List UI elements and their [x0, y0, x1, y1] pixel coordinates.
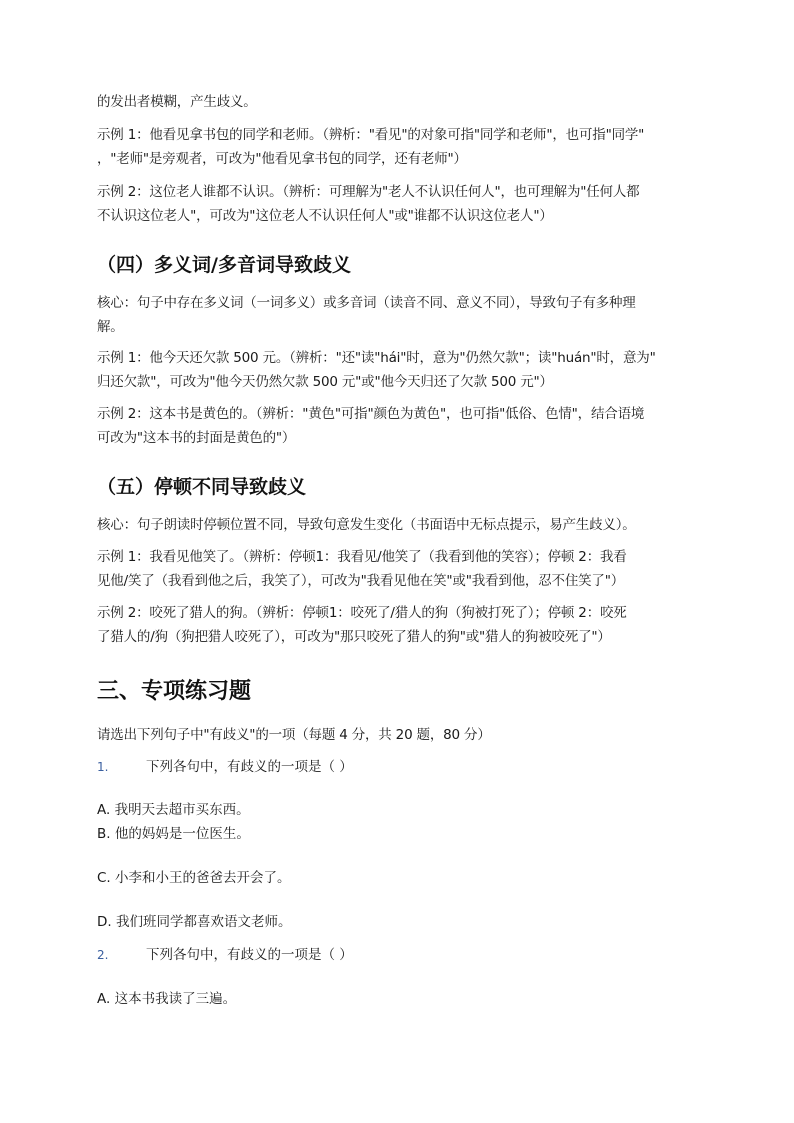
section-4-example-1-line-1: 示例 1：他今天还欠款 500 元。（辨析："还"读"hái"时，意为"仍然欠款"；读"huán"时，意为"	[97, 350, 656, 366]
section-4-heading: （四）多义词/多音词导致歧义	[97, 254, 351, 276]
question-1-option-b: B. 他的妈妈是一位医生。	[97, 826, 250, 842]
question-2-text: 下列各句中，有歧义的一项是（ ）	[146, 947, 353, 963]
section-5-core-line-1: 核心：句子朗读时停顿位置不同，导致句意发生变化（书面语中无标点提示，易产生歧义）。	[97, 517, 636, 533]
section-5-example-1-line-2: 见他/笑了（我看到他之后，我笑了），可改为"我看见他在笑"或"我看到他，忍不住笑了"）	[97, 573, 625, 589]
practice-heading: 三、专项练习题	[97, 679, 252, 704]
intro-line: 的发出者模糊，产生歧义。	[97, 94, 257, 110]
question-2-number: 2.	[97, 948, 109, 962]
section-4-example-2-line-1: 示例 2：这本书是黄色的。（辨析："黄色"可指"颜色为黄色"，也可指"低俗、色情"，结合语境	[97, 406, 645, 422]
section-5-example-1-line-1: 示例 1：我看见他笑了。（辨析：停顿1：我看见/他笑了（我看到他的笑容）；停顿 2：我看	[97, 549, 627, 565]
question-1-option-c: C. 小李和小王的爸爸去开会了。	[97, 870, 291, 886]
section-5-example-2-line-2: 了猎人的/狗（狗把猎人咬死了），可改为"那只咬死了猎人的狗"或"猎人的狗被咬死了"）	[97, 629, 611, 645]
section-4-example-1-line-2: 归还欠款"，可改为"他今天仍然欠款 500 元"或"他今天归还了欠款 500 元"）	[97, 374, 553, 390]
question-1-number: 1.	[97, 760, 109, 774]
example-1-line-2: ，"老师"是旁观者，可改为"他看见拿书包的同学，还有老师"）	[97, 151, 467, 167]
section-5-heading: （五）停顿不同导致歧义	[97, 476, 307, 498]
example-2-line-2: 不认识这位老人"，可改为"这位老人不认识任何人"或"谁都不认识这位老人"）	[97, 208, 553, 224]
question-1-text: 下列各句中，有歧义的一项是（ ）	[146, 759, 353, 775]
section-5-example-2-line-1: 示例 2：咬死了猎人的狗。（辨析：停顿1：咬死了/猎人的狗（狗被打死了）；停顿 2：咬死	[97, 605, 627, 621]
section-4-example-2-line-2: 可改为"这本书的封面是黄色的"）	[97, 430, 296, 446]
section-4-core-line-1: 核心：句子中存在多义词（一词多义）或多音词（读音不同、意义不同），导致句子有多种理	[97, 295, 636, 311]
practice-instruction: 请选出下列句子中"有歧义"的一项（每题 4 分，共 20 题，80 分）	[97, 727, 491, 743]
question-1-option-a: A. 我明天去超市买东西。	[97, 802, 250, 818]
question-1-option-d: D. 我们班同学都喜欢语文老师。	[97, 914, 292, 930]
question-2-option-a: A. 这本书我读了三遍。	[97, 991, 237, 1007]
example-2-line-1: 示例 2：这位老人谁都不认识。（辨析：可理解为"老人不认识任何人"，也可理解为"任何人都	[97, 184, 640, 200]
section-4-core-line-2: 解。	[97, 319, 124, 335]
example-1-line-1: 示例 1：他看见拿书包的同学和老师。（辨析："看见"的对象可指"同学和老师"，也可指"同学"	[97, 127, 645, 143]
